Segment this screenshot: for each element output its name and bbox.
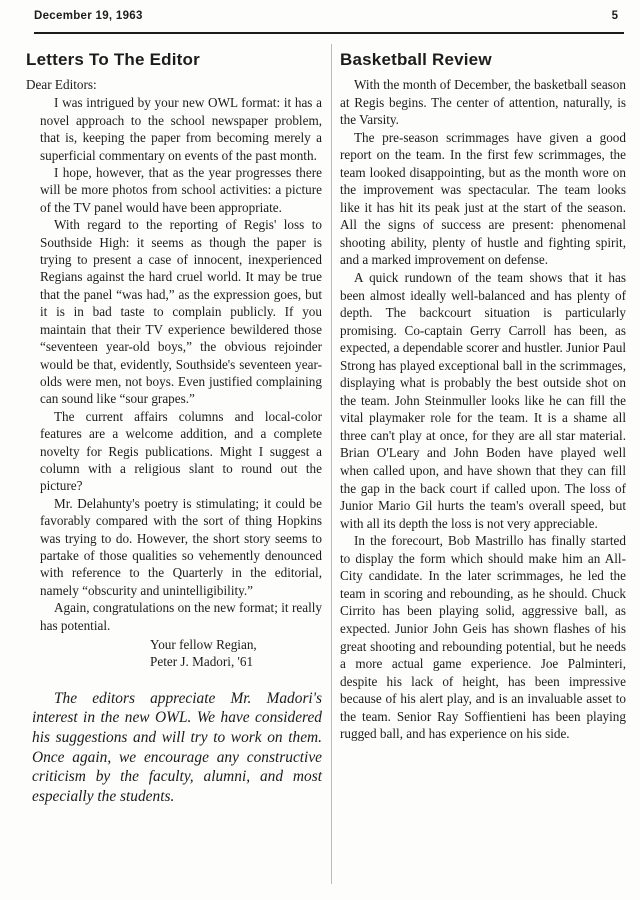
letter-signoff [40,636,322,671]
letter-paragraph: I hope, however, that as the year progresses there will be more photos from school activities: a picture of the TV panel would have been appropriate. [40,165,322,215]
basketball-paragraph: With the month of December, the basketball season at Regis begins. The center of attention, naturally, is the Varsity. [340,77,626,128]
letter-paragraph: The current affairs columns and local-color features are a welcome addition, and a complete novelty for Regis publications. Might I suggest a column with a religious slant to round out the picture? [40,408,322,494]
column-divider [331,44,332,884]
basketball-paragraph: In the forecourt, Bob Mastrillo has finally started to display the form which should make him an All-City candidate. In the later scrimmages, he led the team in scoring and rebounding, as he should. Chuck Cirrito has been playing solid, aggressive ball, as expected. Junior John Geis has shown flashes of his great shooting and rebounding potential, but he needs a more actual game experience. Joe Palminteri, despite his lack of height, has been impressive because of his alert play, and is an invaluable asset to the team. Senior Ray Soffientieni has been playing rugged ball, and has experience on his side. [340,533,626,742]
letter-paragraph: With regard to the reporting of Regis' loss to Southside High: it seems as though the paper is trying to present a case of innocent, inexperienced Regians against the hard cruel world. It may be true that the panel “was had,” as the expression goes, but it is in bad taste to complain publicly. If you maintain that their TV experience bewildered those “seventeen year-old boys,” the obvious rejoinder would be that, evidently, Southside's seventeen year-olds were men, not boys. Even justified complaining can sound like “sour grapes.” [40,217,322,407]
editor-note: The editors appreciate Mr. Madori's interest in the new OWL. We have considered his suggestions and will try to work on them. Once again, we encourage any constructive criticism by the faculty, alumni, and most especially the students. [32,689,322,805]
letter-signature: Peter J. Madori, '61 [150,654,254,670]
basketball-heading: Basketball Review [340,50,492,69]
page-header [34,10,624,34]
issue-date: December 19, 1963 [34,10,143,22]
letters-heading: Letters To The Editor [26,50,200,69]
letter-paragraph: Mr. Delahunty's poetry is stimulating; it could be favorably compared with the sort of thing Hopkins was trying to do. However, the short story seems to partake of those qualities so vehemently denounced with reference to the Quarterly in the editorial, namely “obscurity and unintelligibility.” [40,495,322,598]
basketball-column [340,50,626,890]
page-number: 5 [611,10,618,22]
letter-closing: Your fellow Regian, [150,637,257,652]
basketball-paragraph: The pre-season scrimmages have given a good report on the team. In the first few scrimmages, the team looked disappointing, but as the month wore on the improvement was spectacular. The team looks like it has hit its peak just at the start of the season. All the signs of success are present: phenomenal shooting ability, plenty of hustle and fighting spirit, and a marked improvement on defense. [340,129,626,268]
basketball-paragraph: A quick rundown of the team shows that it has been almost ideally well-balanced and has plenty of depth. The backcourt situation is particularly promising. Co-captain Gerry Carroll has been, as expected, a dependable scorer and hustler. Junior Paul Strong has played exceptional ball in the scrimmages, displaying what is probably the best outside shot on the team. John Steinmuller looks like he can fill the vital playmaker role for the team. It is a shame all three can't play at once, for they are all star material. Brian O'Leary and John Boden have played well when called upon, and have shown that they can fill the gap in the back court if called upon. The loss of Junior Mario Gil hurts the team's overall speed, but with all its depth the loss is not very appreciable. [340,270,626,531]
letter-paragraph: Again, congratulations on the new format; it really has potential. [40,600,322,633]
letters-column [26,50,322,890]
letter-paragraph: I was intrigued by your new OWL format: it has a novel approach to the school newspaper problem, that is, keeping the paper from becoming merely a superficial commentary on events of the past month. [40,95,322,163]
letter-salutation: Dear Editors: [26,77,97,92]
